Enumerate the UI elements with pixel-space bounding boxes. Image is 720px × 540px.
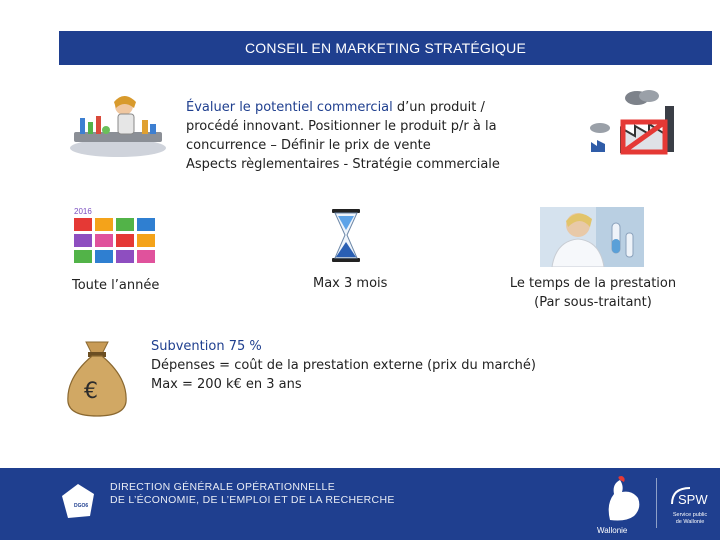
duration-max-label: Max 3 mois xyxy=(313,276,388,291)
calendar-month-cell xyxy=(74,218,92,231)
scientist-lab-icon xyxy=(66,92,166,160)
footer-line1: DIRECTION GÉNÉRALE OPÉRATIONNELLE xyxy=(110,481,336,493)
factory-icon xyxy=(585,88,685,160)
subsidy-title: Subvention 75 % xyxy=(151,339,262,354)
calendar-icon xyxy=(70,205,162,267)
spw-sub1: Service public xyxy=(672,512,708,518)
duration-year-label: Toute l’année xyxy=(72,278,160,293)
rooster-logo-icon xyxy=(600,476,644,524)
intro-lead: Évaluer le potentiel commercial xyxy=(186,100,393,115)
intro-text xyxy=(186,98,526,174)
dgo6-logo-icon xyxy=(60,482,96,520)
calendar-month-cell xyxy=(95,250,113,263)
duration-prestation xyxy=(500,274,686,312)
calendar-month-cell xyxy=(116,234,134,247)
subsidy-block xyxy=(151,337,571,394)
hourglass-icon xyxy=(330,208,362,263)
subsidy-line2: Max = 200 k€ en 3 ans xyxy=(151,377,302,392)
prestation-line2: (Par sous-traitant) xyxy=(534,295,652,310)
spw-text: SPW xyxy=(678,492,708,507)
money-bag-symbol: € xyxy=(84,379,98,404)
wallonie-label: Wallonie xyxy=(597,526,628,535)
page-title-bar xyxy=(59,31,712,65)
calendar-month-cell xyxy=(116,250,134,263)
calendar-month-cell xyxy=(137,250,155,263)
prestation-line1: Le temps de la prestation xyxy=(509,276,677,291)
intro-line1-rest: d’un produit / xyxy=(392,100,485,115)
footer-department xyxy=(110,481,395,507)
calendar-month-cell xyxy=(95,234,113,247)
subsidy-line1: Dépenses = coût de la prestation externe (prix du marché) xyxy=(151,358,536,373)
calendar-month-cell xyxy=(74,250,92,263)
researcher-photo-icon xyxy=(540,207,644,267)
footer-line2: DE L’ÉCONOMIE, DE L’EMPLOI ET DE LA RECHERCHE xyxy=(110,494,395,506)
calendar-month-cell xyxy=(74,234,92,247)
intro-line3: concurrence – Définir le prix de vente xyxy=(186,138,431,153)
money-bag-icon xyxy=(62,328,132,418)
footer-divider xyxy=(656,478,657,528)
calendar-year: 2016 xyxy=(74,207,92,216)
intro-line2: procédé innovant. Positionner le produit p/r à la xyxy=(186,119,497,134)
intro-line4: Aspects règlementaires - Stratégie commerciale xyxy=(186,157,500,172)
calendar-month-cell xyxy=(95,218,113,231)
spw-logo-icon xyxy=(668,484,712,510)
spw-sub2: de Wallonie xyxy=(675,519,705,525)
page-title: CONSEIL EN MARKETING STRATÉGIQUE xyxy=(245,40,526,56)
dgo6-label: DGO6 xyxy=(74,503,89,509)
calendar-month-cell xyxy=(116,218,134,231)
spw-subtitle xyxy=(668,512,712,526)
calendar-month-cell xyxy=(137,218,155,231)
calendar-month-cell xyxy=(137,234,155,247)
